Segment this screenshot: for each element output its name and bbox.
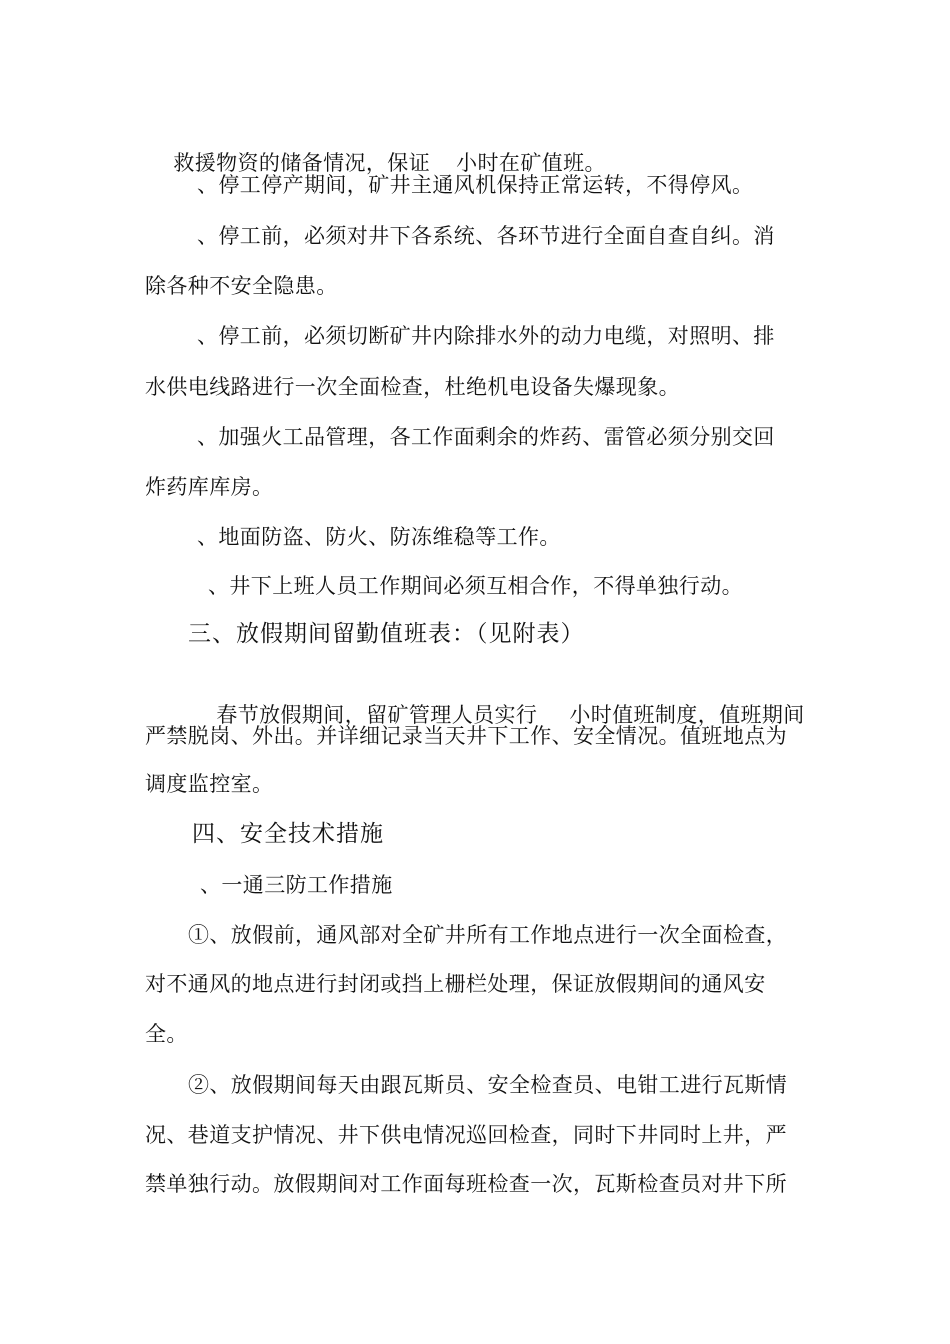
body-text-line: ②、放假期间每天由跟瓦斯员、安全检查员、电钳工进行瓦斯情 — [188, 1073, 788, 1097]
body-text-line: 水供电线路进行一次全面检查，杜绝机电设备失爆现象。 — [145, 375, 680, 399]
text-segment: 小时在矿值班。 — [456, 151, 606, 175]
section-heading: 三、放假期间留勤值班表：（见附表） — [188, 621, 585, 647]
body-text-line: 除各种不安全隐患。 — [145, 274, 338, 298]
list-item: 、停工前，必须对井下各系统、各环节进行全面自查自纠。消 — [197, 224, 775, 248]
text-segment: 救援物资的储备情况，保证 — [173, 151, 431, 175]
list-item: 、井下上班人员工作期间必须互相合作，不得单独行动。 — [208, 574, 743, 598]
body-text-line: 严禁脱岗、外出。并详细记录当天井下工作、安全情况。值班地点为 — [145, 724, 787, 748]
body-text-line: 炸药库库房。 — [145, 475, 274, 499]
body-text-line: 况、巷道支护情况、井下供电情况巡回检查，同时下井同时上井，严 — [145, 1123, 787, 1147]
body-text-line: 全。 — [145, 1022, 188, 1046]
body-text-line: 对不通风的地点进行封闭或挡上栅栏处理，保证放假期间的通风安 — [145, 972, 766, 996]
list-item: 、地面防盗、防火、防冻维稳等工作。 — [197, 525, 561, 549]
list-item: 、加强火工品管理，各工作面剩余的炸药、雷管必须分别交回 — [197, 425, 775, 449]
text-segment: 小时值班制度，值班期间 — [569, 703, 805, 727]
list-item: 、停工停产期间，矿井主通风机保持正常运转，不得停风。 — [197, 173, 754, 197]
subsection-heading: 、一通三防工作措施 — [200, 873, 393, 897]
list-item: 、停工前，必须切断矿井内除排水外的动力电缆，对照明、排 — [197, 324, 775, 348]
body-text-line: 禁单独行动。放假期间对工作面每班检查一次，瓦斯检查员对井下所 — [145, 1172, 787, 1196]
text-segment: 春节放假期间，留矿管理人员实行 — [216, 703, 538, 727]
section-heading: 四、安全技术措施 — [192, 821, 384, 847]
body-text-line: 调度监控室。 — [145, 772, 274, 796]
body-text-line: ①、放假前，通风部对全矿井所有工作地点进行一次全面检查， — [188, 923, 788, 947]
